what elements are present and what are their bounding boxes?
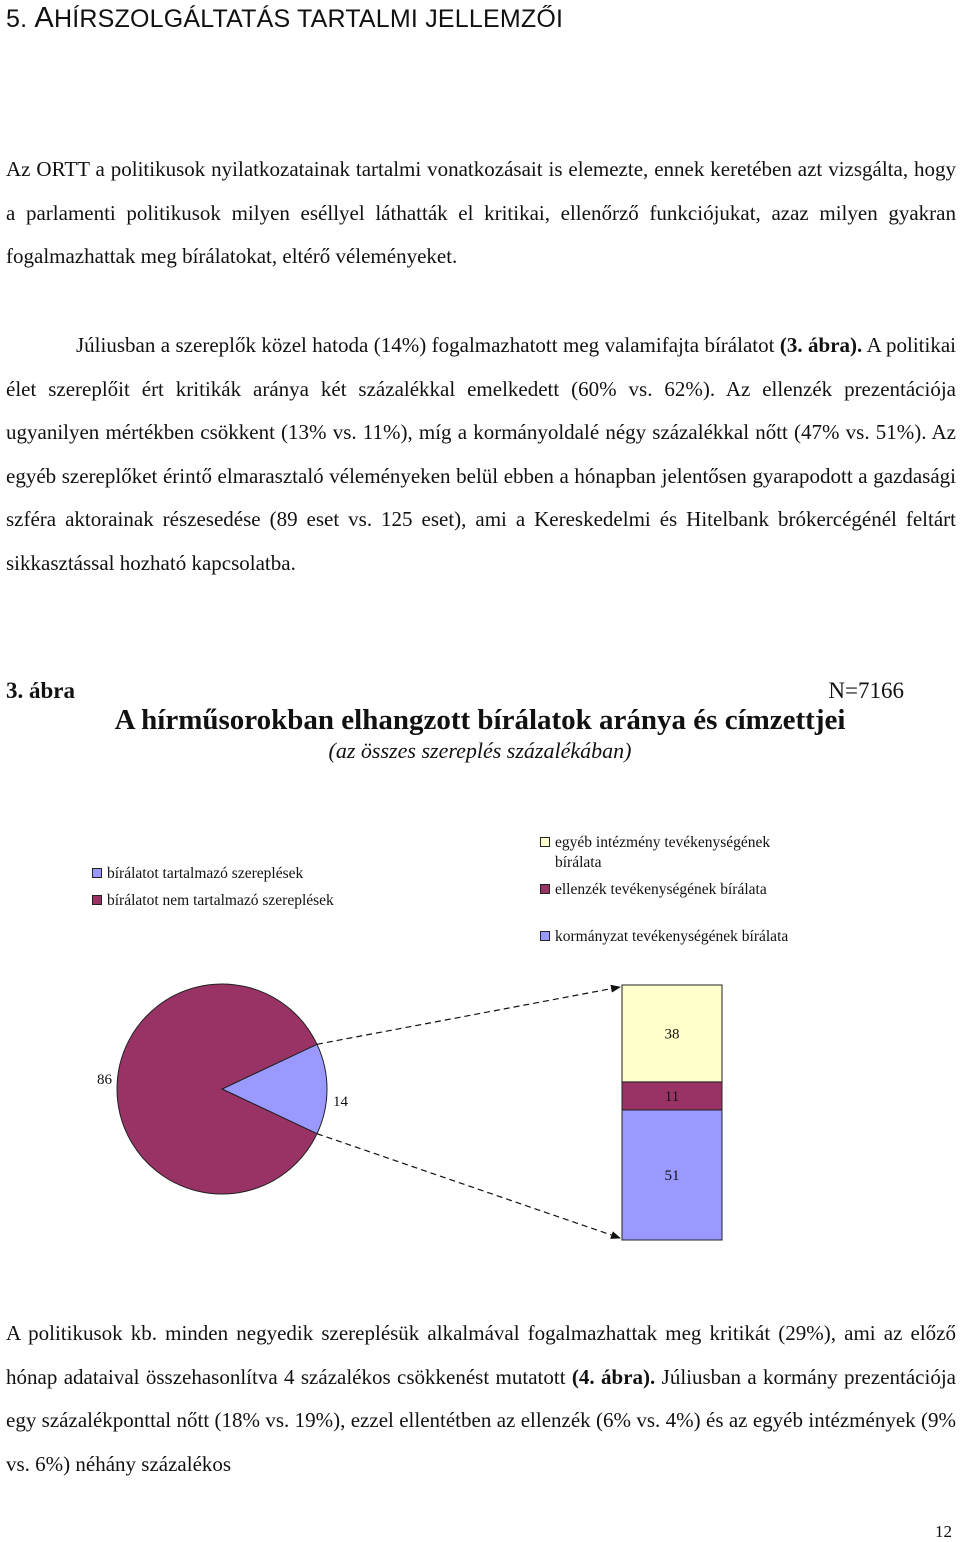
paragraph-intro-text: Az ORTT a politikusok nyilatkozatainak tartalmi vonatkozásait is elemezte, ennek keretében azt vizsgálta, hogy a parlamenti politikusok milyen eséllyel láthatták el kritikai, ellenőrző funkciójukat, azaz milyen gyakran fogalmazhattak meg bírálatokat, eltérő véleményeket.	[6, 157, 956, 268]
figure-title: A hírműsorokban elhangzott bírálatok aránya és címzettjei	[114, 704, 846, 736]
figure-sample-size: N=7166	[828, 678, 904, 703]
paragraph-july-text-a: Júliusban a szereplők közel hatoda (14%) fogalmazhatott meg valamifajta bírálatot	[76, 333, 780, 357]
pie-label-critical: 14	[333, 1094, 348, 1110]
section-heading-rest: HÍRSZOLGÁLTATÁS TARTALMI JELLEMZŐI	[53, 5, 564, 33]
section-number: 5.	[6, 5, 28, 33]
connector-lines	[317, 987, 620, 1238]
legend-label: bírálatot tartalmazó szereplések	[107, 865, 304, 882]
bar-label-government: 51	[664, 1167, 680, 1184]
pie-label-non-critical: 86	[97, 1072, 112, 1088]
stacked-bar-chart	[622, 985, 722, 1240]
bar-label-opposition: 11	[664, 1088, 680, 1105]
figure-subtitle: (az összes szereplés százalékában)	[328, 738, 632, 763]
section-heading-initial: A	[34, 2, 54, 34]
figure-reference: (3. ábra).	[779, 333, 863, 357]
connector-line-bottom	[317, 1134, 620, 1238]
legend-label: egyéb intézmény tevékenységének bírálata	[555, 834, 771, 871]
pie-chart	[97, 984, 349, 1194]
paragraph-politicians	[6, 1312, 956, 1486]
legend-label: bírálatot nem tartalmazó szereplések	[107, 892, 334, 909]
bar-label-other: 38	[664, 1026, 680, 1043]
connector-line-top	[317, 987, 620, 1044]
legend-label: kormányzat tevékenységének bírálata	[555, 928, 789, 945]
page-number: 12	[935, 1522, 952, 1541]
paragraph-politicians-text-b: Júliusban a kormány prezentációja egy százalékponttal nőtt (18% vs. 19%), ezzel ellentétben az ellenzék (6% vs. 4%) és az egyéb intézmények (9% vs. 6%) néhány százalékos	[6, 1364, 956, 1476]
figure-reference: (4. ábra).	[571, 1364, 656, 1389]
legend-label: ellenzék tevékenységének bírálata	[555, 881, 767, 898]
figure-label: 3. ábra	[6, 678, 75, 703]
paragraph-politicians-text-a: A politikusok kb. minden negyedik szereplésük alkalmával fogalmazhattak meg kritikát (29%), ami az előző hónap adataival összehasonlítva 4 százalékos csökkenést mutatott	[6, 1321, 956, 1389]
paragraph-july-text-b: A politikai élet szereplőit ért kritikák aránya két százalékkal emelkedett (60% vs. 62%). Az ellenzék prezentációja ugyanilyen mértékben csökkent (13% vs. 11%), míg a kormányoldalé négy százalékkal nőtt (47% vs. 51%). Az egyéb szereplőket érintő elmarasztaló véleményeken belül ebben a hónapban jelentősen gyarapodott a gazdasági szféra aktorainak részesedése (89 eset vs. 125 eset), ami a Kereskedelmi és Hitelbank brókercégénél feltárt sikkasztással hozható kapcsolatba.	[6, 333, 956, 575]
